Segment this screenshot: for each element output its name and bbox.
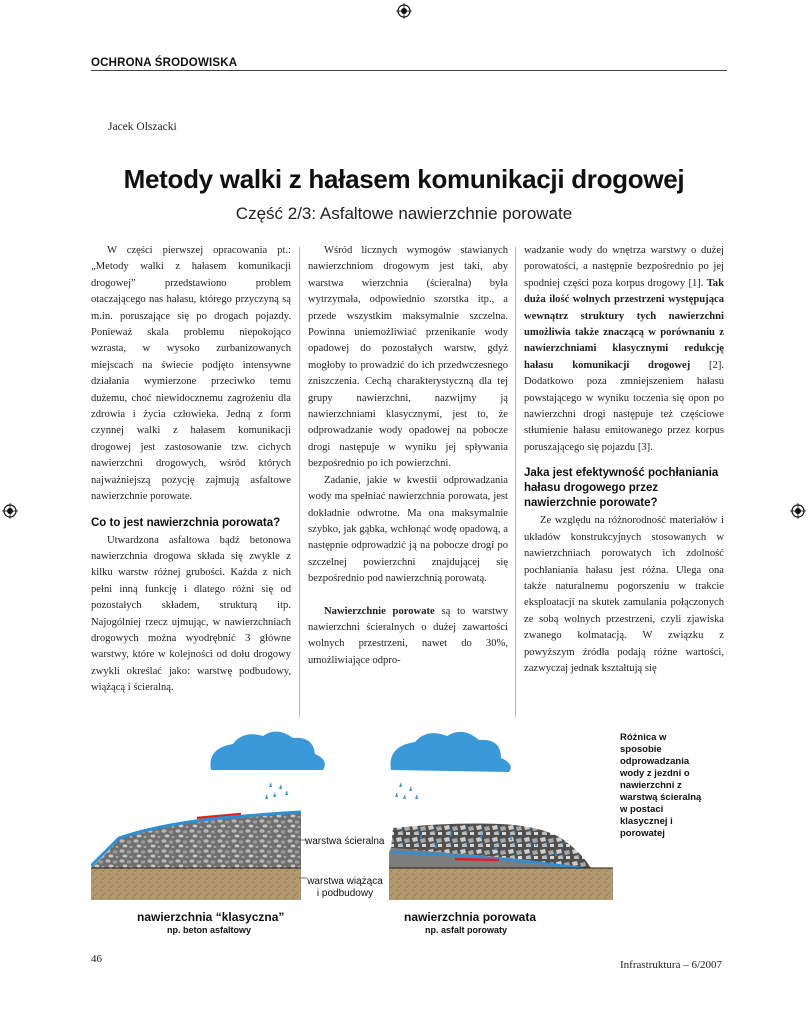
paragraph: Utwardzona asfaltowa bądź betonowa nawierzchnia drogowa składa się zwykle z kilku warstw różnej grubości. Każda z nich pełni inną funkcję i dlatego różni się od pozostałych składem, strukturą itp. Najogólniej rzecz ujmując, w nawierzchniach drogowych można wyodrębnić 3 główne warstwy, które w kolejności od dołu drogowy zwykli określać jako: warstwę podbudowy, wiążącą i ścieralną. — [91, 534, 291, 694]
paragraph-text: wadzanie wody do wnętrza warstwy o dużej porowatości, a następnie bezpośrednio po jej spodniej części poza korpus drogowy [1]. — [524, 245, 724, 289]
paragraph: Zadanie, jakie w kwestii odprowadzania wody ma spełniać nawierzchnia porowata, jest dokładnie odwrotne. Ma ona maksymalnie szybko, jak gąbka, wchłonąć wodę opadową, a następnie odprowadzić ją na pobocze drogi po szczelnej powierzchni znajdującej się bezpośrednio pod nawierzchnią porowatą. — [308, 474, 508, 585]
layer-label-base: warstwa wiążąca i podbudowy — [307, 876, 383, 899]
registration-mark-top — [396, 3, 412, 19]
section-heading: Jaka jest efektywność pochłaniania hałasu drogowego przez nawierzchnie porowate? — [524, 467, 719, 510]
rain-icon — [265, 782, 288, 799]
paragraph — [308, 604, 508, 670]
porous-subcaption: np. asfalt porowaty — [425, 925, 508, 935]
text-column-3 — [524, 243, 724, 677]
column-divider-2 — [515, 247, 516, 717]
section-label: OCHRONA ŚRODOWISKA — [91, 57, 238, 69]
paragraph — [524, 243, 724, 456]
section-rule — [91, 70, 727, 71]
porous-surface-illustration — [389, 732, 613, 900]
column-divider-1 — [299, 247, 300, 717]
figure-side-caption: Różnica w sposobie odprowadzania wody z jezdni o nawierzchni z warstwą ścieralną w postaci klasycznej i porowatej — [620, 732, 702, 839]
red-marker — [455, 859, 499, 860]
text-column-2 — [308, 243, 508, 669]
classic-caption: nawierzchnia “klasyczna” — [137, 910, 285, 924]
cloud-icon — [391, 732, 511, 772]
bold-term: Nawierzchnie porowate — [324, 605, 435, 617]
page-number: 46 — [91, 953, 102, 965]
journal-reference: Infrastruktura – 6/2007 — [620, 959, 723, 971]
article-title: Metody walki z hałasem komunikacji drogowej — [123, 164, 685, 194]
article-subtitle: Część 2/3: Asfaltowe nawierzchnie porowate — [235, 204, 573, 223]
registration-mark-right — [790, 503, 806, 519]
paragraph-text: są to warstwy nawierzchni ścieralnych o dużej zawartości wolnych przestrzeni, nawet do 30%, umożliwiające odpro- — [308, 605, 509, 666]
author-name: Jacek Olszacki — [108, 121, 177, 133]
paragraph: Wśród licznych wymogów stawianych nawierzchniom drogowym jest taki, aby warstwa wierzchnia (ścieralna) była wytrzymała, odpowiednio szorstka itp., a przede wszystkim maksymalnie szczelna. Powinna uniemożliwiać przenikanie wody opadowej do pozostałych warstw, gdyż mogłoby to prowadzić do ich przedwczesnego zniszczenia. Cechą charakterystyczną dla tej grupy nawierzchni, nazwijmy ją nawierzchniami klasycznymi, jest to, że odprowadzanie wody opadowej na pobocze drogi następuje w wyniku jej spływania bezpośrednio po ich powierzchni. — [308, 245, 508, 470]
paragraph: W części pierwszej opracowania pt.: „Metody walki z hałasem komunikacji drogowej” przedstawiono problem otaczającego nas hałasu, którego przyczyną są m.in. poruszające się po drogach pojazdy. Ponieważ skala problemu niepokojąco wzrasta, w wysoko zurbanizowanych miejscach na świecie podjęto intensywne działania wymierzone przeciwko temu dużemu, choć niewidocznemu zagrożeniu dla zdrowia i życia człowieka. Jedną z form czynnej walki z hałasem komunikacji drogowej jest zastosowanie tzw. cichych nawierzchni drogowych, wśród których najważniejszą pozycję zajmują asfaltowe nawierzchnie porowate. — [91, 245, 291, 503]
porous-caption: nawierzchnia porowata — [404, 910, 537, 924]
classic-subcaption: np. beton asfaltowy — [167, 925, 252, 935]
paragraph: Ze względu na różnorodność materiałów i układów konstrukcyjnych stosowanych w nawierzchniach porowatych ich zdolność pochłaniania hałasu jest różna. Ulega ona także naturalnemu pogorszeniu w trakcie eksploatacji na skutek zamulania połączonych ze sobą wolnych przestrzeni, czyli zjawiska zwanego kolmatacją. W związku z powyższym źródła podają różne wartości, zazwyczaj jednak kształtują się — [524, 515, 724, 674]
text-column-1 — [91, 243, 291, 697]
cloud-icon — [210, 731, 324, 770]
paragraph-text: [2]. Dodatkowo poza zmniejszeniem hałasu powstającego w wyniku toczenia się opon po nawierzchni drogi następuje też częściowe stłumienie hałasu emitowanego przez korpus poruszającego się pojazdu [3]. — [524, 359, 724, 453]
registration-mark-left — [2, 503, 18, 519]
layer-label-wearing: warstwa ścieralna — [305, 836, 385, 847]
bold-passage: Tak duża ilość wolnych przestrzeni występująca wewnątrz struktury tych nawierzchni umożliwia także znaczącą w porównaniu z nawierzchniami klasycznymi redukcję hałasu komunikacji drogowej — [524, 277, 724, 371]
classic-surface-illustration — [91, 731, 325, 900]
rain-icon — [395, 782, 418, 799]
section-heading: Co to jest nawierzchnia porowata? — [91, 516, 281, 529]
